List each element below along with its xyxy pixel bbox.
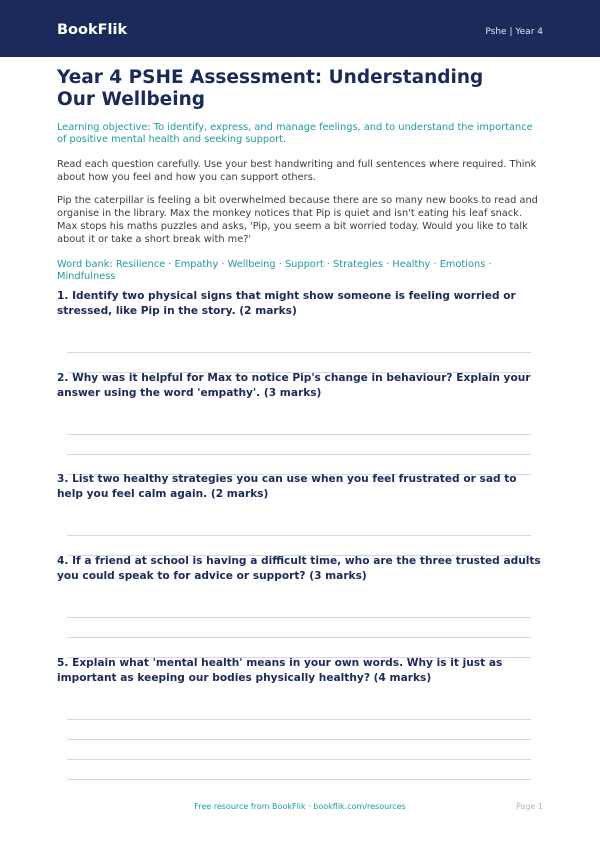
answer-line[interactable]	[67, 535, 531, 536]
brand-logo[interactable]: BookFlik	[57, 22, 128, 38]
question-1: 1. Identify two physical signs that might show someone is feeling worried or stressed, like Pip in the story. (2 marks)	[57, 290, 516, 317]
word-bank: Word bank: Resilience · Empathy · Wellbeing · Support · Strategies · Healthy · Emotions · Mindfulness	[57, 259, 492, 282]
answer-line[interactable]	[67, 719, 531, 720]
question-2: 2. Why was it helpful for Max to notice Pip's change in behaviour? Explain your answer using the word 'empathy'. (3 marks)	[57, 372, 531, 399]
question-3: 3. List two healthy strategies you can use when you feel frustrated or sad to help you feel calm again. (2 marks)	[57, 473, 517, 500]
breadcrumb: Pshe | Year 4	[485, 27, 543, 37]
answer-line[interactable]	[67, 352, 531, 353]
answer-line[interactable]	[67, 739, 531, 740]
question-5: 5. Explain what 'mental health' means in your own words. Why is it just as important as keeping our bodies physically healthy? (4 marks)	[57, 657, 503, 684]
answer-line[interactable]	[67, 637, 531, 638]
learning-objective: Learning objective: To identify, express, and manage feelings, and to understand the importance of positive mental health and seeking support.	[57, 122, 533, 146]
worksheet-title: Year 4 PSHE Assessment: Understanding Our Wellbeing	[57, 67, 484, 110]
answer-line[interactable]	[67, 759, 531, 760]
footer-credit[interactable]: Free resource from BookFlik · bookflik.com/resources	[194, 802, 406, 811]
answer-line[interactable]	[67, 454, 531, 455]
instructions-paragraph: Read each question carefully. Use your best handwriting and full sentences where required. Think about how you feel and how you can support others.	[57, 159, 537, 183]
answer-line[interactable]	[67, 617, 531, 618]
question-4: 4. If a friend at school is having a difficult time, who are the three trusted adults you could speak to for advice or support? (3 marks)	[57, 555, 541, 582]
story-paragraph: Pip the caterpillar is feeling a bit overwhelmed because there are so many new books to read and organise in the library. Max the monkey notices that Pip is quiet and isn't eating his leaf snack. Max stops his maths puzzles and asks, 'Pip, you seem a bit worried today. Would you like to talk about it or take a short break with me?'	[57, 195, 538, 245]
site-header	[0, 0, 600, 57]
answer-line[interactable]	[67, 434, 531, 435]
answer-line[interactable]	[67, 779, 531, 780]
page-number: Page 1	[516, 802, 543, 811]
